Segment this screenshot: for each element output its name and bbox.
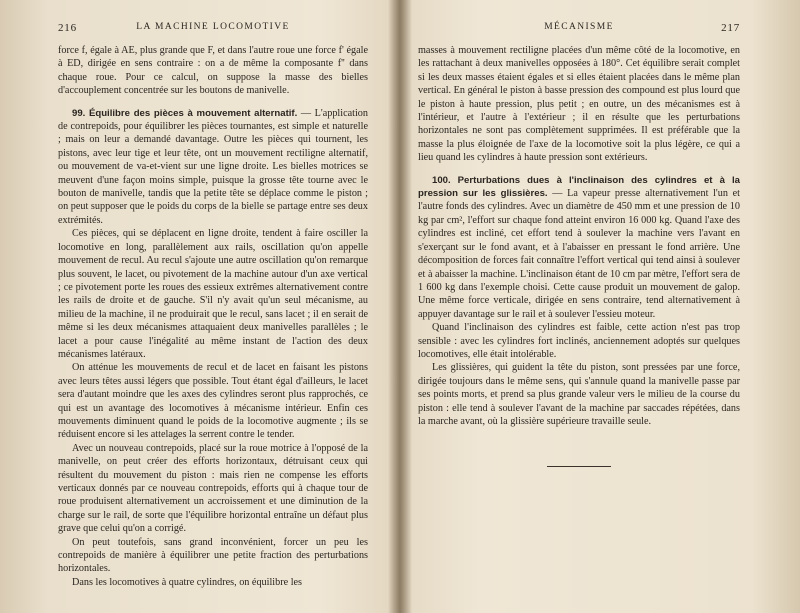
left-page — [58, 22, 368, 589]
end-rule — [547, 466, 611, 467]
right-page — [418, 22, 740, 467]
paragraph: Quand l'inclinaison des cylindres est faible, cette action n'est pas trop sensible : avec les cylindres fort inclinés, anciennement adoptés sur quelques locomotives, elle était intolérable. — [418, 322, 740, 360]
section-number: 99. — [72, 107, 86, 119]
left-running-title: LA MACHINE LOCOMOTIVE — [136, 22, 290, 32]
section-text: — La vapeur presse alternativement l'un et l'autre fonds des cylindres. Avec un diamètre de 450 mm et une pression de 10 kg par cm², l'effort sur chaque fond atteint environ 16 000 kg. Quand l'axe des cylindres est incliné, cet effort tend à soulever la machine vers l'avant en s'exerçant sur le fond avant, et à l'abaisser en pressant le fond arrière. Une décomposition de forces fait connaître l'effort vertical qui tend ainsi à soulever et à abaisser la machine. L'inclinaison étant de 10 cm par mètre, l'effort sera de 1 600 kg dans l'exemple choisi. Cette cause produit un mouvement de galop. Une même force verticale, dirigée en sens contraire, tend alternativement à appuyer davantage sur le rail et à soulever l'essieu moteur. — [418, 188, 740, 320]
paragraph: Les glissières, qui guident la tête du piston, sont pressées par une force, dirigée toujours dans le même sens, qui s'annule quand la manivelle passe par ses points morts, et prend sa plus grande valeur vers le milieu de la course du piston : elle tend à soulever l'avant de la machine par saccades répétées, dans la marche avant, où la glissière supérieure travaille seule. — [418, 362, 740, 427]
paragraph: Dans les locomotives à quatre cylindres, on équilibre les — [72, 576, 303, 588]
right-page-text — [418, 44, 740, 467]
section-100 — [418, 174, 740, 321]
left-running-head — [58, 22, 368, 38]
paragraph: masses à mouvement rectiligne placées d'un même côté de la locomotive, en les rattachant à deux manivelles opposées à 180°. Cet équilibre serait complet si les deux masses étaient égales et si elles étaient placées dans le même plan vertical. En général le piston à basse pression des compound est plus lourd que le piston à haute pression, plus petit ; en outre, un des mécanismes est à l'intérieur, et l'autre à l'extérieur ; il en résulte que les perturbations horizontales ne sont pas complètement supprimées. Il est préférable que la masse la plus éloignée de l'axe de la locomotive soit la plus légère, ce qui a lieu quand les cylindres à haute pression sont extérieurs. — [418, 45, 740, 164]
section-99 — [58, 107, 368, 228]
left-page-number: 216 — [58, 22, 77, 34]
section-title: Équilibre des pièces à mouvement alternatif. — [88, 107, 298, 119]
section-number: 100. — [432, 174, 451, 186]
paragraph: On atténue les mouvements de recul et de lacet en faisant les pistons avec leurs têtes aussi légers que possible. Tout étant égal d'ailleurs, le lacet sera d'autant moindre que les axes des cylindres seront plus rapprochés, ce qui est un avantage des locomotives à mécanisme intérieur. Enfin ces mouvements diminuent quand le poids de la locomotive augmente ; ils se réduisent encore si les attelages la serrent contre le tender. — [58, 362, 368, 441]
section-text: — L'application de contrepoids, pour équilibrer les pièces tournantes, est simple et naturelle ; mais on leur a demandé davantage. Outre les pièces qui tournent, les pistons, avec leur tige et leur tête, ont un mouvement rectiligne alternatif, ou mouvement de va-et-vient sur une ligne droite. Les bielles motrices se meuvent d'une façon moins simple, puisque la grosse tête tourne avec le bouton de manivelle, tandis que la petite tête se déplace comme le piston ; on peut supposer que le poids du corps de la bielle se partage entre ses deux extrémités. — [58, 107, 368, 226]
paragraph: Ces pièces, qui se déplacent en ligne droite, tendent à faire osciller la locomotive en long, parallèlement aux rails, oscillation qu'on appelle mouvement de recul. Au recul s'ajoute une autre oscillation qu'on remarque plus souvent, le lacet, ou pivotement de la machine autour d'un axe vertical ; ce pivotement porte les roues des essieux extrêmes alternativement contre les rails de droite et de gauche. S'il n'y avait qu'un seul mécanisme, au milieu de la machine, il ne produirait que le recul, sans lacet ; il en serait de même si les deux mécanismes attaquaient deux manivelles parallèles ; le lacet a pour cause l'inégalité au même instant de l'action des deux mécanismes latéraux. — [58, 228, 368, 360]
left-page-text — [58, 44, 368, 589]
section-title: Perturbations dues à l'inclinaison des cylindres et à la pression sur les glissières. — [418, 174, 740, 200]
book-gutter — [388, 0, 412, 613]
paragraph: On peut toutefois, sans grand inconvénient, forcer un peu les contrepoids de manière à équilibrer une petite fraction des perturbations horizontales. — [58, 536, 368, 575]
right-running-head — [418, 22, 740, 38]
paragraph: Avec un nouveau contrepoids, placé sur la roue motrice à l'opposé de la manivelle, on peut créer des efforts horizontaux, détruisant ceux qui résultent du mouvement du piston : mais rien ne compense les efforts verticaux donnés par ce nouveau contrepoids, efforts qui à chaque tour de roue produisent alternativement un accroissement et une diminution de la charge sur le rail, de sorte que l'équilibre horizontal entraîne un défaut plus grave que celui qu'on a corrigé. — [58, 442, 368, 535]
right-running-title: MÉCANISME — [544, 22, 614, 32]
right-page-number: 217 — [721, 22, 740, 34]
paragraph: force f, égale à AE, plus grande que F, et dans l'autre roue une force f' égale à ED, dirigée en sens contraire : on a de même la composante f'' dans chaque roue. Pour ce calcul, on suppose la masse des bielles d'accouplement concentrée sur les boutons de manivelle. — [58, 45, 368, 97]
